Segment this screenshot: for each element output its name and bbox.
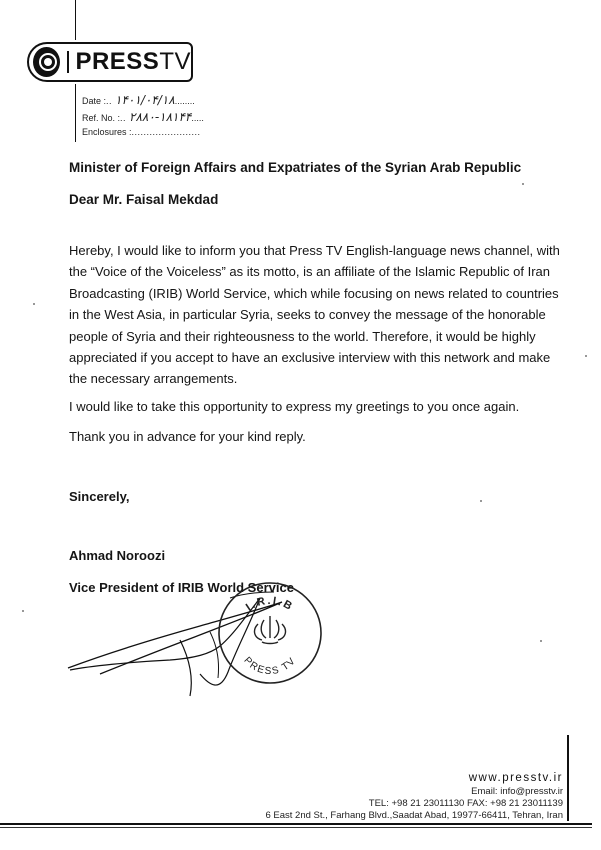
date-line: Date :.. ۱۴۰۱/۰۴/۱۸........ (82, 93, 195, 107)
seal-bottom-text: PRESS TV (241, 655, 299, 678)
footer-rule-vertical (567, 735, 569, 821)
ref-label: Ref. No. : (82, 113, 121, 123)
irib-presstv-seal (216, 580, 324, 686)
salutation: Dear Mr. Faisal Mekdad (69, 192, 219, 207)
signer-title: Vice President of IRIB World Service (69, 580, 294, 595)
ref-line: Ref. No. :.. ۲۸۸۰-۱۸۱۴۴..... (82, 110, 204, 124)
footer-website: www.presstv.ir (468, 772, 563, 784)
scan-speck (585, 355, 587, 357)
closing: Sincerely, (69, 489, 130, 504)
emblem-icon (255, 616, 286, 644)
footer-rule-horizontal-thin (0, 827, 592, 828)
meta-rule (75, 84, 76, 142)
footer-phones: TEL: +98 21 23011130 FAX: +98 21 23011139 (368, 798, 563, 809)
body-paragraph-1: Hereby, I would like to inform you that Press TV English-language news channel, with the “Voice of the Voiceless” as its motto, is an affiliate of the Islamic Republic of Iran Broadcasting (IRIB) World Service, which while focusing on news related to countries in the West Asia, in particular Syria, seeks to convey the message of the honorable people of Syria and their righteousness to the world. Therefore, it would be highly appreciated if you accept to have an exclusive interview with this network and make the necessary arrangements. (69, 243, 560, 387)
seal-top-text: I.R.I.B (243, 594, 296, 614)
enclosures-line (82, 127, 201, 137)
svg-text:PRESS TV (241, 655, 298, 677)
date-value: ۱۴۰۱/۰۴/۱۸ (115, 93, 175, 107)
scan-speck (480, 500, 482, 502)
scan-speck (540, 640, 542, 642)
presstv-logo (27, 42, 193, 82)
signer-name: Ahmad Noroozi (69, 548, 166, 563)
logo-wordmark: PRESSTV (75, 48, 191, 75)
header-rule-top (75, 0, 76, 40)
scan-speck (22, 610, 24, 612)
body-paragraph-3: Thank you in advance for your kind reply. (69, 429, 306, 444)
svg-text:I.R.I.B (244, 595, 296, 614)
scan-speck (33, 303, 35, 305)
scan-speck (522, 183, 524, 185)
footer-rule-horizontal (0, 823, 592, 825)
ref-value: ۲۸۸۰-۱۸۱۴۴ (129, 110, 192, 124)
enclosures-label: Enclosures : (82, 127, 132, 137)
body-paragraph-2: I would like to take this opportunity to express my greetings to you once again. (69, 399, 520, 414)
footer-email: Email: info@presstv.ir (471, 786, 563, 797)
eye-icon (33, 47, 60, 77)
logo-divider (67, 51, 70, 73)
date-label: Date : (82, 96, 107, 106)
footer-address: 6 East 2nd St., Farhang Blvd.,Saadat Abad, 19977-66411, Tehran, Iran (265, 810, 563, 821)
recipient: Minister of Foreign Affairs and Expatriates of the Syrian Arab Republic (69, 160, 522, 175)
enclosures-value: ....................... (131, 127, 201, 137)
